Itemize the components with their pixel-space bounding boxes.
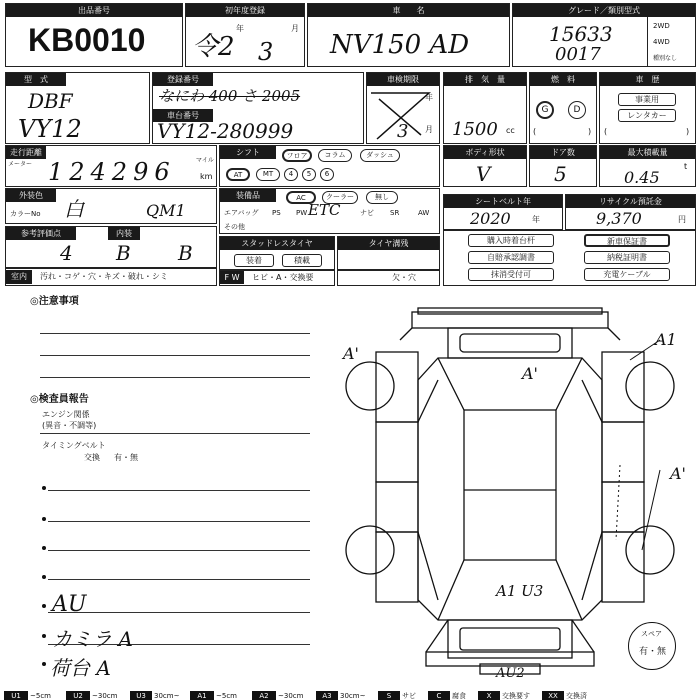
legend-value-x: 交換要す xyxy=(502,692,530,700)
inspection-month: 3 xyxy=(397,121,409,142)
tire-options-box xyxy=(337,270,440,286)
fw-box xyxy=(219,270,335,286)
damage-mark-front-left: A' xyxy=(343,344,359,363)
equip-cooler[interactable]: クーラー xyxy=(322,191,358,204)
model-code: VY12 xyxy=(18,115,82,143)
damage-mark-rear: A1 U3 xyxy=(496,582,544,600)
inspection-box xyxy=(366,72,440,144)
drive-4wd: 4WD xyxy=(653,38,670,46)
reg-number-label: 登録番号 xyxy=(153,73,213,86)
chassis-number: VY12-280999 xyxy=(157,119,294,143)
paper-manual[interactable]: 納税証明書 xyxy=(584,251,670,264)
type-value: 0017 xyxy=(555,44,601,65)
seatbelt-label: シートベルト年 xyxy=(444,195,562,208)
legend-value-u3: 30cm~ xyxy=(154,692,180,700)
grade-value: 15633 xyxy=(549,22,613,46)
model-name-label: 車 名 xyxy=(308,4,509,17)
legend-value-a2: ~30cm xyxy=(278,692,304,700)
equip-none[interactable]: 無し xyxy=(366,191,398,204)
lot-number: KB0010 xyxy=(28,22,146,58)
seatbelt-unit: 年 xyxy=(532,215,540,224)
paper-guarantee[interactable]: 新車保証書 xyxy=(584,234,670,247)
legend-key-a2: A2 xyxy=(252,691,276,700)
legend-key-s: S xyxy=(378,691,400,700)
model-name: NV150 AD xyxy=(330,30,470,60)
recycle-label: リサイクル預託金 xyxy=(566,195,695,208)
legend-key-u3: U3 xyxy=(130,691,152,700)
legend-key-c: C xyxy=(428,691,450,700)
equip-ac[interactable]: AC xyxy=(286,191,316,204)
month-unit: 月 xyxy=(291,24,299,33)
fuel-box: 燃 料 G D ( ) xyxy=(529,72,597,144)
recycle-unit: 円 xyxy=(678,215,686,224)
spare-value: 有・無 xyxy=(639,647,667,657)
interior-notes-label: 室内 xyxy=(6,270,32,284)
damage-mark-rear-bumper: AU2 xyxy=(496,666,525,681)
equip-nav: ナビ xyxy=(360,209,374,217)
timing-exchange: 交換 xyxy=(84,453,100,462)
displacement-box xyxy=(443,72,527,144)
model-code-box xyxy=(5,72,150,144)
recycle-box xyxy=(565,194,696,230)
capacity-unit: t xyxy=(684,162,688,171)
overall-grade: 4 xyxy=(60,241,73,265)
damage-mark-front-right: A1 xyxy=(655,330,677,349)
lot-number-box xyxy=(5,3,183,67)
body-shape-label: ボディ形状 xyxy=(444,146,526,159)
color-no-label: カラーNo xyxy=(10,210,41,218)
studless-label: スタッドレスタイヤ xyxy=(220,237,334,250)
chassis-label: 車台番号 xyxy=(153,109,213,122)
legend-value-s: サビ xyxy=(402,692,416,700)
color-value: 白 xyxy=(64,197,84,221)
equip-pw: PW xyxy=(296,209,308,217)
paper-seal[interactable]: 抹消受付可 xyxy=(468,268,554,281)
equip-etc-label: その他 xyxy=(224,223,245,231)
registration-box xyxy=(152,72,364,144)
history-label: 車 歴 xyxy=(600,73,695,86)
equipment-label: 装備品 xyxy=(220,189,276,202)
first-registration-era: 令2 xyxy=(192,32,235,62)
grade-box xyxy=(512,3,696,67)
history-rental[interactable]: レンタカー xyxy=(618,109,676,122)
interior-notes: 汚れ・コゲ・穴・キズ・破れ・シミ xyxy=(40,272,168,281)
mileage-box xyxy=(5,145,217,187)
inspection-year-unit: 年 xyxy=(425,93,433,102)
fuel-label: 燃 料 xyxy=(530,73,596,86)
shift-label: シフト xyxy=(220,146,276,159)
recycle-value: 9,370 xyxy=(596,209,642,228)
legend-key-a3: A3 xyxy=(316,691,338,700)
spare-label: スペア xyxy=(641,630,662,638)
spare-circle xyxy=(628,622,676,670)
drive-2wd: 2WD xyxy=(653,22,670,30)
timing-label: タイミングベルト xyxy=(42,441,106,450)
grades-box xyxy=(5,226,217,268)
capacity-value: 0.45 xyxy=(624,168,660,187)
legend-value-u2: ~30cm xyxy=(92,692,118,700)
ref-grade-label: 参考評価点 xyxy=(6,227,76,240)
mileage-unit-mile: マイル xyxy=(196,157,214,164)
damage-mark-right-side: A' xyxy=(670,464,686,483)
displacement-value: 1500 xyxy=(452,119,498,140)
note-hand-1: AU xyxy=(52,592,87,617)
shift-mt[interactable]: MT xyxy=(256,168,280,181)
paper-self-liability[interactable]: 自賠承認調書 xyxy=(468,251,554,264)
note-hand-2: カミラ A xyxy=(52,627,133,651)
model-name-box xyxy=(307,3,510,67)
color-no: QM1 xyxy=(146,201,186,220)
fuel-d[interactable]: D xyxy=(568,101,586,119)
first-registration-month: 3 xyxy=(258,38,274,66)
interior-grade: B xyxy=(116,241,131,265)
engine-label: エンジン関係 xyxy=(42,410,90,419)
tire-label: タイヤ溝残 xyxy=(338,237,439,250)
body-shape: V xyxy=(476,162,491,186)
studless-with[interactable]: 積載 xyxy=(282,254,322,267)
inspection-label: 車検期限 xyxy=(367,73,439,86)
displacement-unit: cc xyxy=(506,126,515,135)
inspection-strike xyxy=(369,89,439,143)
history-box: 車 歴 事業用 レンタカー ( ) xyxy=(599,72,696,144)
capacity-label: 最大積載量 xyxy=(600,146,695,159)
inspection-month-unit: 月 xyxy=(425,125,433,134)
color-label: 外装色 xyxy=(6,189,56,202)
body-shape-box xyxy=(443,145,527,187)
first-registration-label: 初年度登録 xyxy=(186,4,304,17)
mileage-value: 124296 xyxy=(48,158,176,186)
legend-value-u1: ~5cm xyxy=(30,692,51,700)
doors-value: 5 xyxy=(554,162,567,186)
model-code-prefix: DBF xyxy=(28,89,73,113)
legend-value-a3: 30cm~ xyxy=(340,692,366,700)
timing-options: 有・無 xyxy=(114,453,138,462)
color-box xyxy=(5,188,217,224)
paperwork-box xyxy=(443,230,696,286)
meter-label: メーター xyxy=(8,161,33,168)
engine-sub: (異音・不調等) xyxy=(42,421,97,430)
paper-cable[interactable]: 充電ケーブル xyxy=(584,268,670,281)
legend-value-xx: 交換済 xyxy=(566,692,587,700)
paper-purchase-time[interactable]: 購入時着台杆 xyxy=(468,234,554,247)
capacity-box xyxy=(599,145,696,187)
reg-number: なにわ 400 さ 2005 xyxy=(159,87,301,105)
damage-mark-hood: A' xyxy=(522,364,538,383)
history-business[interactable]: 事業用 xyxy=(618,93,676,106)
mileage-unit-km: km xyxy=(200,172,213,181)
fw-options: ヒビ・A・交換要 xyxy=(252,273,314,282)
equip-sr: SR xyxy=(390,209,400,217)
legend-key-a1: A1 xyxy=(190,691,214,700)
studless-mounted[interactable]: 装着 xyxy=(234,254,274,267)
fw-label: F W xyxy=(220,271,244,284)
exterior-grade: B xyxy=(178,241,193,265)
inspector-label: ◎検査員報告 xyxy=(30,394,89,405)
mileage-label: 走行距離 xyxy=(6,146,46,159)
interior-grade-label: 内装 xyxy=(108,227,140,240)
shift-6[interactable]: 6 xyxy=(320,168,334,181)
legend-key-u2: U2 xyxy=(66,691,90,700)
legend-key-xx: XX xyxy=(542,691,564,700)
interior-notes-box xyxy=(5,268,217,286)
shift-column[interactable]: コラム xyxy=(318,149,352,162)
note-hand-3: 荷台 A xyxy=(50,656,111,680)
model-code-label: 型 式 xyxy=(6,73,66,86)
notes-label: ◎注意事項 xyxy=(30,296,79,307)
equip-airbag: エアバッグ xyxy=(224,209,259,217)
doors-label: ドア数 xyxy=(530,146,596,159)
doors-box xyxy=(529,145,597,187)
legend-value-a1: ~5cm xyxy=(216,692,237,700)
displacement-label: 排 気 量 xyxy=(444,73,526,86)
first-registration-box xyxy=(185,3,305,67)
lot-number-label: 出品番号 xyxy=(6,4,182,17)
seatbelt-box xyxy=(443,194,563,230)
fuel-g[interactable]: G xyxy=(536,101,554,119)
legend-key-u1: U1 xyxy=(4,691,28,700)
studless-box xyxy=(219,236,335,270)
tire-box xyxy=(337,236,440,270)
drive-other: 種別なし xyxy=(653,55,678,62)
shift-at[interactable]: AT xyxy=(226,168,250,181)
shift-5[interactable]: 5 xyxy=(302,168,316,181)
shift-floor[interactable]: フロア xyxy=(282,149,312,162)
shift-box xyxy=(219,145,440,187)
legend-key-x: X xyxy=(478,691,500,700)
equipment-box xyxy=(219,188,440,234)
grade-label: グレード／類別型式 xyxy=(513,4,695,17)
equip-handwritten: ETC xyxy=(308,201,341,219)
tire-options: 欠・穴 xyxy=(392,273,416,282)
equip-ps: PS xyxy=(272,209,281,217)
seatbelt-value: 2020 xyxy=(470,209,511,228)
shift-4[interactable]: 4 xyxy=(284,168,298,181)
equip-aw: AW xyxy=(418,209,430,217)
shift-dash[interactable]: ダッシュ xyxy=(360,149,400,162)
year-unit: 年 xyxy=(236,24,244,33)
legend-value-c: 腐食 xyxy=(452,692,466,700)
